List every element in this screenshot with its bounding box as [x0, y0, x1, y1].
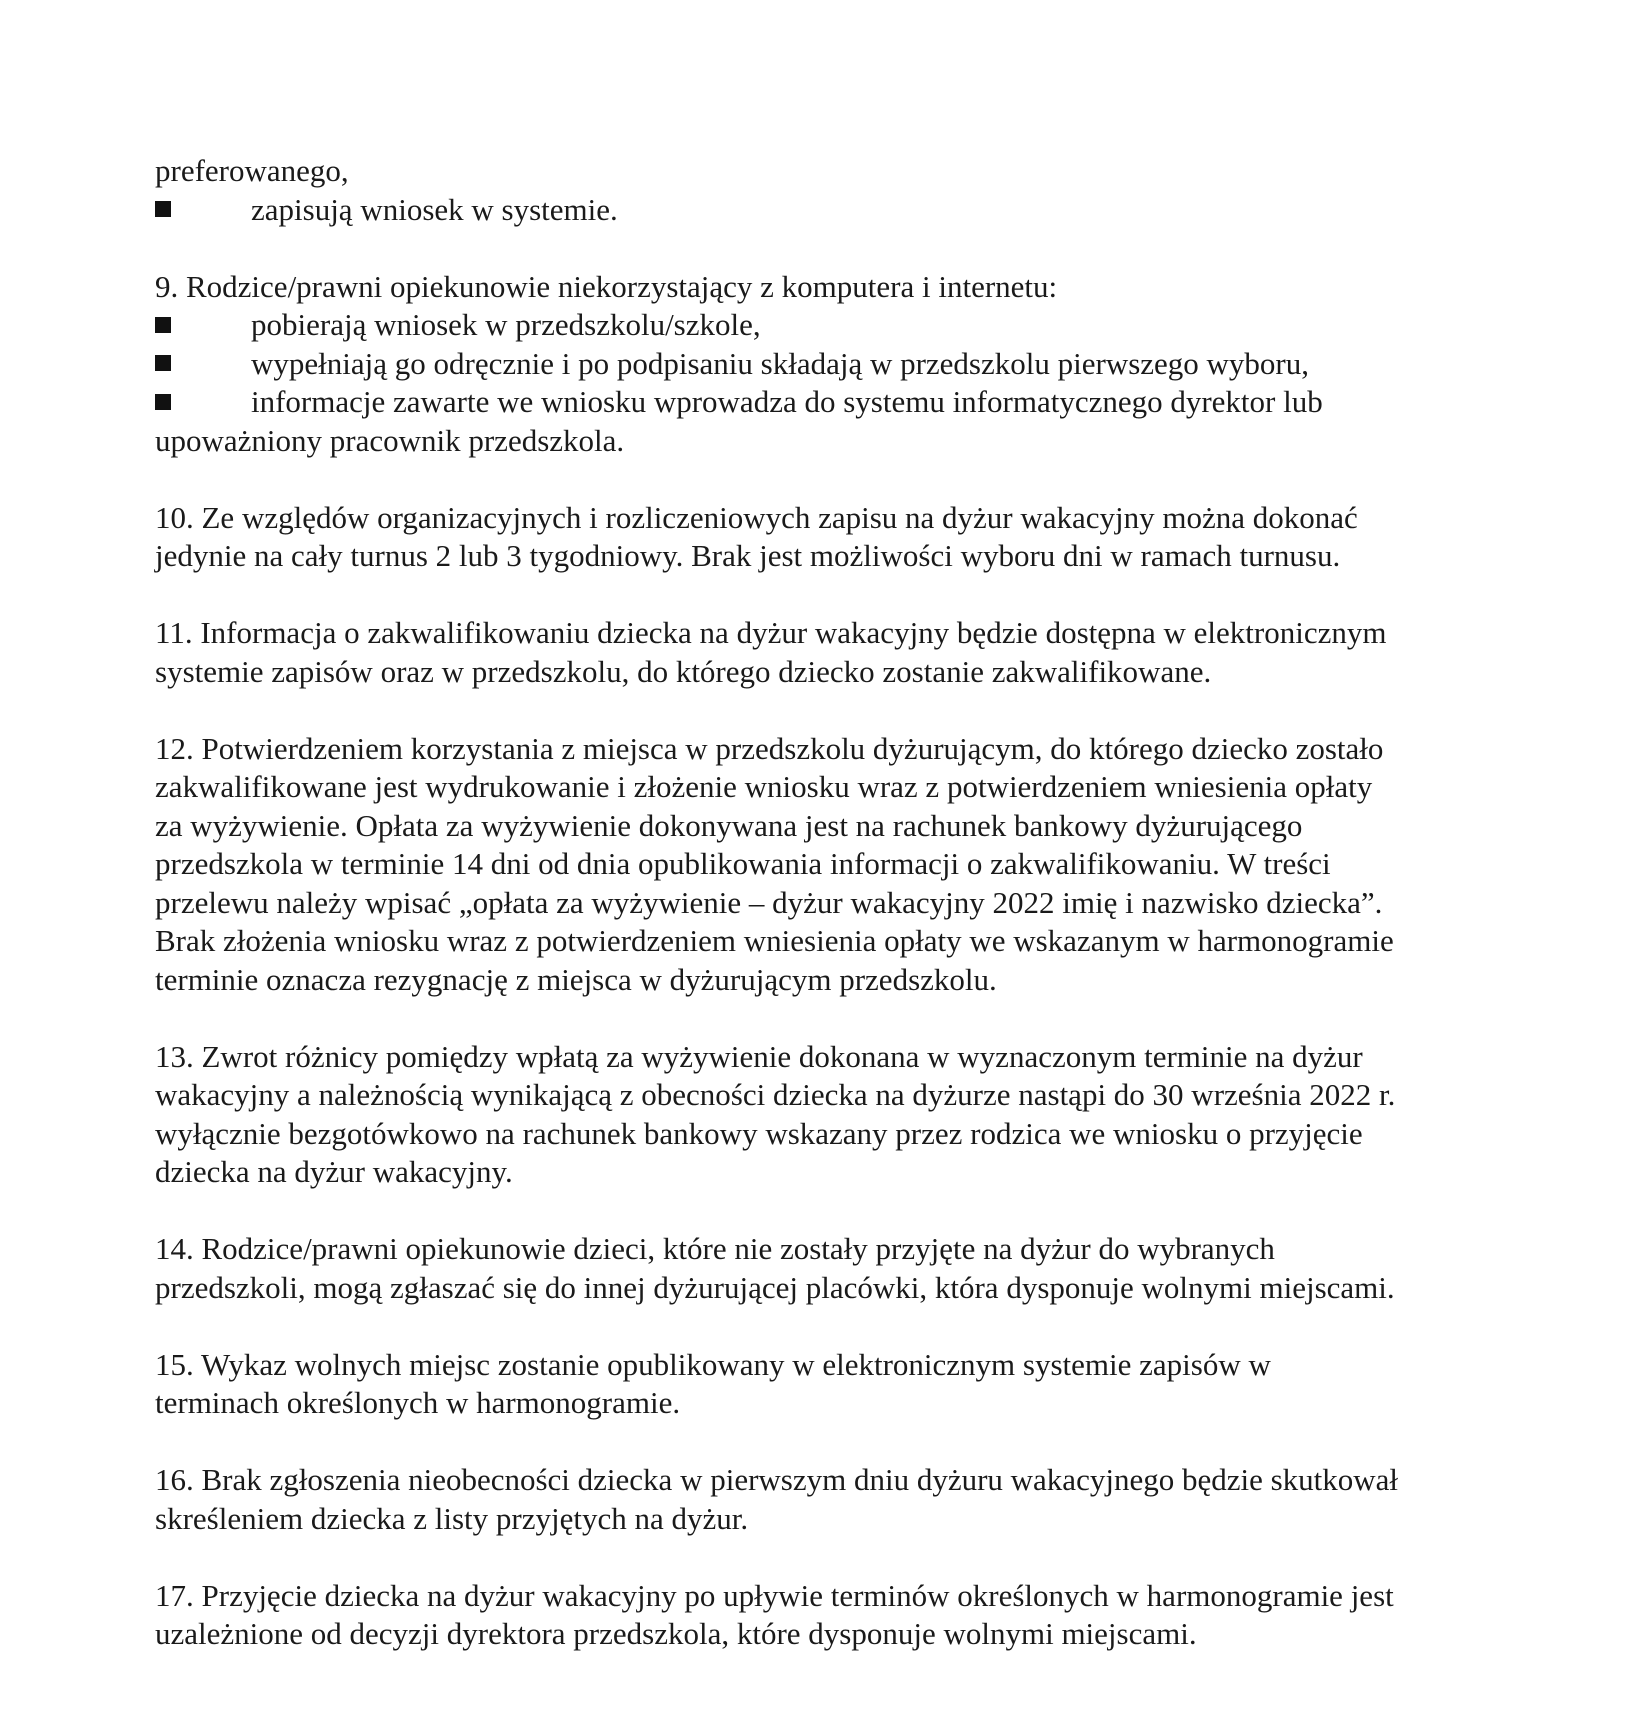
- text-line: 10. Ze względów organizacyjnych i rozliczeniowych zapisu na dyżur wakacyjny można dokonać: [155, 499, 1358, 535]
- text-line: 11. Informacja o zakwalifikowaniu dziecka na dyżur wakacyjny będzie dostępna w elektronicznym: [155, 615, 1387, 650]
- document-body: [155, 152, 1555, 1654]
- paragraph-10: [155, 499, 1555, 576]
- text-line: 13. Zwrot różnicy pomiędzy wpłatą za wyżywienie dokonana w wyznaczonym terminie na dyżur: [155, 1038, 1363, 1074]
- text-line: terminach określonych w harmonogramie.: [155, 1385, 681, 1420]
- bullet-text: pobierają wniosek w przedszkolu/szkole,: [251, 307, 761, 342]
- text-line: wyłącznie bezgotówkowo na rachunek bankowy wskazany przez rodzica we wniosku o przyjęcie: [155, 1115, 1363, 1151]
- text-line: za wyżywienie. Opłata za wyżywienie dokonywana jest na rachunek bankowy dyżurującego: [155, 807, 1303, 843]
- text-line: skreśleniem dziecka z listy przyjętych na dyżur.: [155, 1500, 749, 1536]
- paragraph-14: [155, 1230, 1555, 1307]
- paragraph-gap: [155, 229, 1555, 268]
- text-line: jedynie na cały turnus 2 lub 3 tygodniowy. Brak jest możliwości wyboru dni w ramach turnusu.: [155, 538, 1341, 573]
- bullet-text: wypełniają go odręcznie i po podpisaniu składają w przedszkolu pierwszego wyboru,: [251, 345, 1309, 381]
- text-line: 15. Wykaz wolnych miejsc zostanie opublikowany w elektronicznym systemie zapisów w: [155, 1346, 1271, 1382]
- paragraph-9: [155, 268, 1555, 461]
- paragraph-gap: [155, 576, 1555, 615]
- text-line: Brak złożenia wniosku wraz z potwierdzeniem wniesienia opłaty we wskazanym w harmonogramie: [155, 923, 1394, 958]
- text-line: 14. Rodzice/prawni opiekunowie dzieci, które nie zostały przyjęte na dyżur do wybranych: [155, 1231, 1275, 1266]
- paragraph-12: [155, 730, 1555, 1000]
- paragraph-gap: [155, 460, 1555, 499]
- text-line: wakacyjny a należnością wynikającą z obecności dziecka na dyżurze nastąpi do 30 września 2022 r.: [155, 1077, 1396, 1112]
- paragraph-gap: [155, 1423, 1555, 1462]
- text-line: przedszkola w terminie 14 dni od dnia opublikowania informacji o zakwalifikowaniu. W treści: [155, 846, 1331, 881]
- text-line: przelewu należy wpisać „opłata za wyżywienie – dyżur wakacyjny 2022 imię i nazwisko dziecka”.: [155, 884, 1383, 920]
- text-line: 9. Rodzice/prawni opiekunowie niekorzystający z komputera i internetu:: [155, 268, 1058, 304]
- paragraph-15: [155, 1346, 1555, 1423]
- text-line: systemie zapisów oraz w przedszkolu, do którego dziecko zostanie zakwalifikowane.: [155, 653, 1212, 689]
- text-line: 16. Brak zgłoszenia nieobecności dziecka w pierwszym dniu dyżuru wakacyjnego będzie skutkował: [155, 1462, 1399, 1497]
- square-bullet-icon: [155, 355, 171, 371]
- bullet-text: zapisują wniosek w systemie.: [251, 191, 618, 227]
- text-line: preferowanego,: [155, 153, 349, 188]
- paragraph-gap: [155, 1192, 1555, 1231]
- text-line: upoważniony pracownik przedszkola.: [155, 422, 625, 458]
- text-line: uzależnione od decyzji dyrektora przedszkola, które dysponuje wolnymi miejscami.: [155, 1616, 1197, 1651]
- paragraph-gap: [155, 691, 1555, 730]
- paragraph-gap: [155, 999, 1555, 1038]
- paragraph-gap: [155, 1307, 1555, 1346]
- paragraph-13: [155, 1038, 1555, 1192]
- square-bullet-icon: [155, 201, 171, 217]
- bullet-item: [155, 383, 1555, 422]
- bullet-item: [155, 306, 1555, 345]
- text-line: zakwalifikowane jest wydrukowanie i złożenie wniosku wraz z potwierdzeniem wniesienia opłaty: [155, 769, 1373, 804]
- bullet-text: informacje zawarte we wniosku wprowadza do systemu informatycznego dyrektor lub: [251, 384, 1323, 419]
- text-line: terminie oznacza rezygnację z miejsca w dyżurującym przedszkolu.: [155, 961, 997, 997]
- text-line: 17. Przyjęcie dziecka na dyżur wakacyjny po upływie terminów określonych w harmonogramie jest: [155, 1577, 1394, 1613]
- paragraph-17: [155, 1577, 1555, 1654]
- square-bullet-icon: [155, 394, 171, 410]
- paragraph-16: [155, 1461, 1555, 1538]
- square-bullet-icon: [155, 317, 171, 333]
- bullet-item: [155, 191, 1555, 230]
- paragraph-gap: [155, 1538, 1555, 1577]
- paragraph-11: [155, 614, 1555, 691]
- text-line: dziecka na dyżur wakacyjny.: [155, 1154, 513, 1189]
- text-line: przedszkoli, mogą zgłaszać się do innej dyżurującej placówki, która dysponuje wolnymi miejscami.: [155, 1269, 1395, 1305]
- bullet-item: [155, 345, 1555, 384]
- text-line: 12. Potwierdzeniem korzystania z miejsca w przedszkolu dyżurującym, do którego dziecko zostało: [155, 730, 1384, 766]
